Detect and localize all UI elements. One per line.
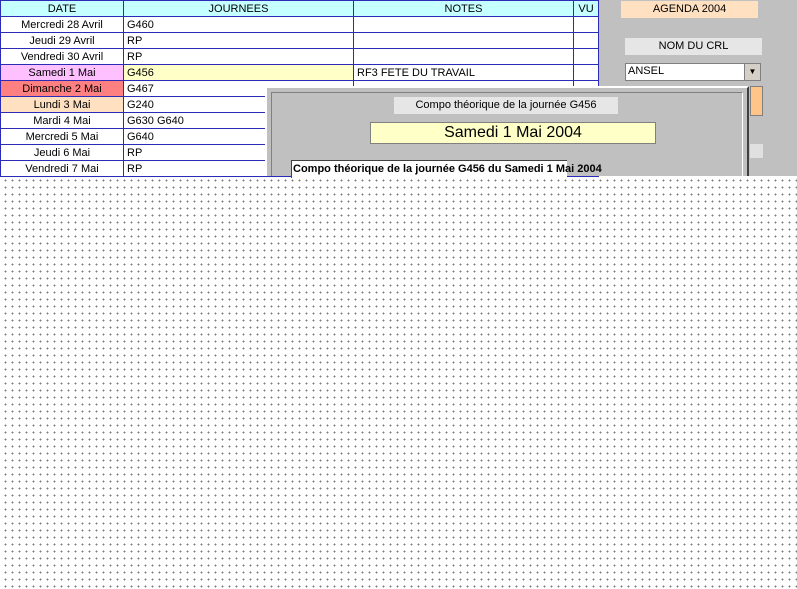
journee-cell[interactable]: RP [124, 145, 354, 161]
journee-cell[interactable]: G467 [124, 81, 354, 97]
vu-cell[interactable] [574, 49, 599, 65]
vu-cell[interactable] [574, 17, 599, 33]
vu-cell[interactable] [574, 33, 599, 49]
crl-name-value: ANSEL [628, 65, 665, 77]
table-header-row [1, 1, 599, 17]
compo-dialog [265, 86, 749, 176]
date-cell[interactable]: Dimanche 2 Mai [1, 81, 124, 97]
journee-cell[interactable]: G640 [124, 129, 354, 145]
date-cell[interactable]: Mercredi 5 Mai [1, 129, 124, 145]
notes-cell[interactable] [354, 49, 574, 65]
journee-cell[interactable]: RP [124, 161, 354, 177]
table-row[interactable] [1, 49, 599, 65]
agenda-year-label: AGENDA 2004 [621, 1, 758, 18]
journee-cell[interactable]: G460 [124, 17, 354, 33]
orange-button[interactable] [750, 86, 763, 116]
side-control [750, 144, 763, 158]
column-header-notes: NOTES [354, 1, 574, 17]
chevron-down-icon[interactable]: ▼ [744, 64, 760, 80]
compo-text-field[interactable]: Compo théorique de la journée G456 du Samedi 1 Mai 2004 [291, 160, 567, 178]
column-header-journees: JOURNEES [124, 1, 354, 17]
table-row[interactable] [1, 17, 599, 33]
journee-cell[interactable]: RP [124, 33, 354, 49]
vu-cell[interactable] [574, 65, 599, 81]
table-row[interactable] [1, 65, 599, 81]
column-header-vu: VU [574, 1, 599, 17]
notes-cell[interactable] [354, 17, 574, 33]
crl-name-select[interactable] [625, 63, 761, 81]
dialog-title: Compo théorique de la journée G456 [394, 97, 618, 114]
journee-cell[interactable]: G630 G640 [124, 113, 354, 129]
date-cell[interactable]: Vendredi 7 Mai [1, 161, 124, 177]
journee-cell[interactable]: RP [124, 49, 354, 65]
table-row[interactable] [1, 33, 599, 49]
journee-cell[interactable]: G456 [124, 65, 354, 81]
notes-cell[interactable] [354, 33, 574, 49]
date-cell[interactable]: Jeudi 29 Avril [1, 33, 124, 49]
journee-cell[interactable]: G240 [124, 97, 354, 113]
column-header-date: DATE [1, 1, 124, 17]
date-cell[interactable]: Lundi 3 Mai [1, 97, 124, 113]
date-cell[interactable]: Mardi 4 Mai [1, 113, 124, 129]
crl-name-label: NOM DU CRL [625, 38, 762, 55]
date-cell[interactable]: Mercredi 28 Avril [1, 17, 124, 33]
date-cell[interactable]: Vendredi 30 Avril [1, 49, 124, 65]
notes-cell[interactable]: RF3 FETE DU TRAVAIL [354, 65, 574, 81]
date-cell[interactable]: Samedi 1 Mai [1, 65, 124, 81]
dialog-date: Samedi 1 Mai 2004 [370, 122, 656, 144]
date-cell[interactable]: Jeudi 6 Mai [1, 145, 124, 161]
